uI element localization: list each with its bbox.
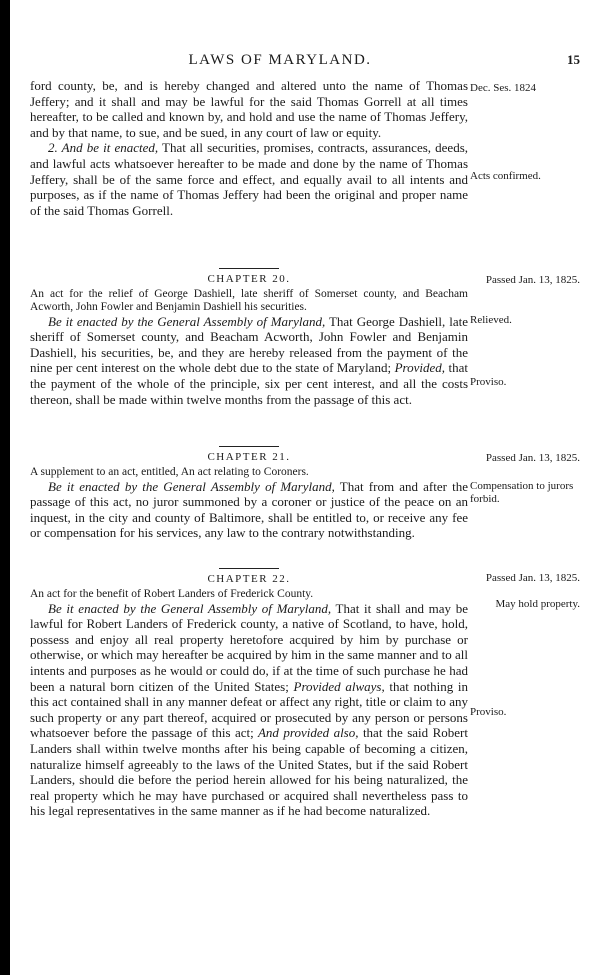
chapter-title: An act for the benefit of Robert Landers of Frederick County.	[30, 587, 314, 600]
scan-edge-shadow	[0, 0, 10, 975]
margin-note-proviso-22: Proviso.	[470, 706, 507, 718]
provided-clause: Provided,	[391, 360, 446, 376]
margin-note-compensation: Compensation to jurors forbid.	[470, 480, 574, 505]
chapter-22	[30, 568, 468, 819]
chapter-title: An act for the relief of George Dashiell, late sheriff of Somerset county, and Beacham Acworth, John Fowler and Benjamin Dashiell his securities.	[30, 287, 468, 313]
chapter-rule	[219, 268, 279, 269]
chapter-rule	[219, 568, 279, 569]
chapter-heading: CHAPTER 20.	[207, 273, 291, 285]
page-number: 15	[567, 52, 580, 67]
body-text: That it shall and may be lawful for Robert Landers of Frederick county, a native of Scotland, to have, hold, possess and enjoy all real property heretofore acquired by him by purchase or otherwise, or which may hereafter be acquired by him in the same manner and to all intents and purposes as he would or could do, if at the time of such purchase he had been a natural born citizen of the United States;	[30, 600, 468, 694]
margin-note-proviso-20: Proviso.	[470, 376, 507, 388]
margin-note-passed-21: Passed Jan. 13, 1825.	[485, 452, 580, 464]
running-title: LAWS OF MARYLAND.	[188, 52, 372, 68]
paragraph-2-text: That all securities, promises, contracts, assurances, deeds, and lawful acts whatsoever hereafter to be made and done by the name of Thomas Jeffery, shall be of the same force and effect, and equally avail to all intents and purposes, as if the name of Thomas Jeffery had been the original and proper name of the said Thomas Gorrell.	[30, 140, 468, 218]
margin-note-passed-20: Passed Jan. 13, 1825.	[485, 274, 580, 286]
chapter-rule	[219, 446, 279, 447]
continuation-section	[30, 78, 468, 218]
chapter-title: A supplement to an act, entitled, An act relating to Coroners.	[30, 465, 309, 478]
body-text: that nothing in this act contained shall in any manner defeat or affect any right, title or claim to any such property or any part thereof, acquired or prosecuted by any person or persons whatsoever before the passage of this act;	[30, 678, 468, 741]
margin-note-session: Dec. Ses. 1824	[470, 82, 536, 94]
provided-always-clause: Provided always,	[288, 678, 385, 694]
body-text: that the said Robert Landers shall within twelve months after his being capable of becoming a citizen, naturalize himself agreeably to the laws of the United States, but if the said Robert Landers, should die before the period herein allowed for his being naturalized, the real property which he may have purchased or acquired shall nevertheless pass to his legal representatives in the same manner as if he had become naturalized.	[30, 725, 468, 819]
chapter-body	[30, 314, 468, 408]
margin-note-passed-22: Passed Jan. 13, 1825.	[485, 572, 580, 584]
enacting-clause: Be it enacted by the General Assembly of Maryland,	[48, 600, 332, 616]
and-provided-clause: And provided also,	[253, 725, 359, 741]
body-text: that the payment of the whole of the principle, six per cent interest, and all the costs thereon, shall be made within twelve months from the passage of this act.	[30, 360, 469, 407]
chapter-body	[30, 601, 468, 819]
paragraph-1: ford county, be, and is hereby changed and altered unto the name of Thomas Jeffery; and it shall and may be lawful for the said Thomas Gorrell at all times hereafter, to be called and known by, and hold and use the name of Thomas Jeffery, and by that name, to sue, and be sued, in any court of law or equity.	[30, 78, 468, 140]
margin-note-relieved: Relieved.	[470, 314, 512, 326]
margin-note-acts-confirmed: Acts confirmed.	[470, 170, 541, 182]
enacting-clause: Be it enacted by the General Assembly of Maryland,	[48, 313, 326, 329]
chapter-heading: CHAPTER 22.	[207, 573, 291, 585]
chapter-20	[30, 268, 468, 407]
body-text: That from and after the passage of this act, no juror summoned by a coroner or justice of the peace on an inquest, in the city and county of Baltimore, shall be entitled to, or receive any fee or compensation for his services, any law to the contrary notwithstanding.	[30, 478, 468, 541]
chapter-body	[30, 479, 468, 541]
chapter-heading: CHAPTER 21.	[207, 451, 291, 463]
enact-lead: 2. And be it enacted,	[48, 140, 159, 156]
chapter-21	[30, 446, 468, 541]
page-header	[30, 52, 580, 74]
body-text: That George Dashiell, late sheriff of Somerset county, and Beacham Acworth, John Fowler and Benjamin Dashiell, his securities, be, and they are hereby released from the payment of the nine per cent interest on the whole debt due to the state of Maryland;	[30, 313, 468, 376]
margin-note-may-hold: May hold property.	[495, 598, 580, 610]
enacting-clause: Be it enacted by the General Assembly of Maryland,	[48, 478, 335, 494]
paragraph-2	[30, 140, 468, 218]
